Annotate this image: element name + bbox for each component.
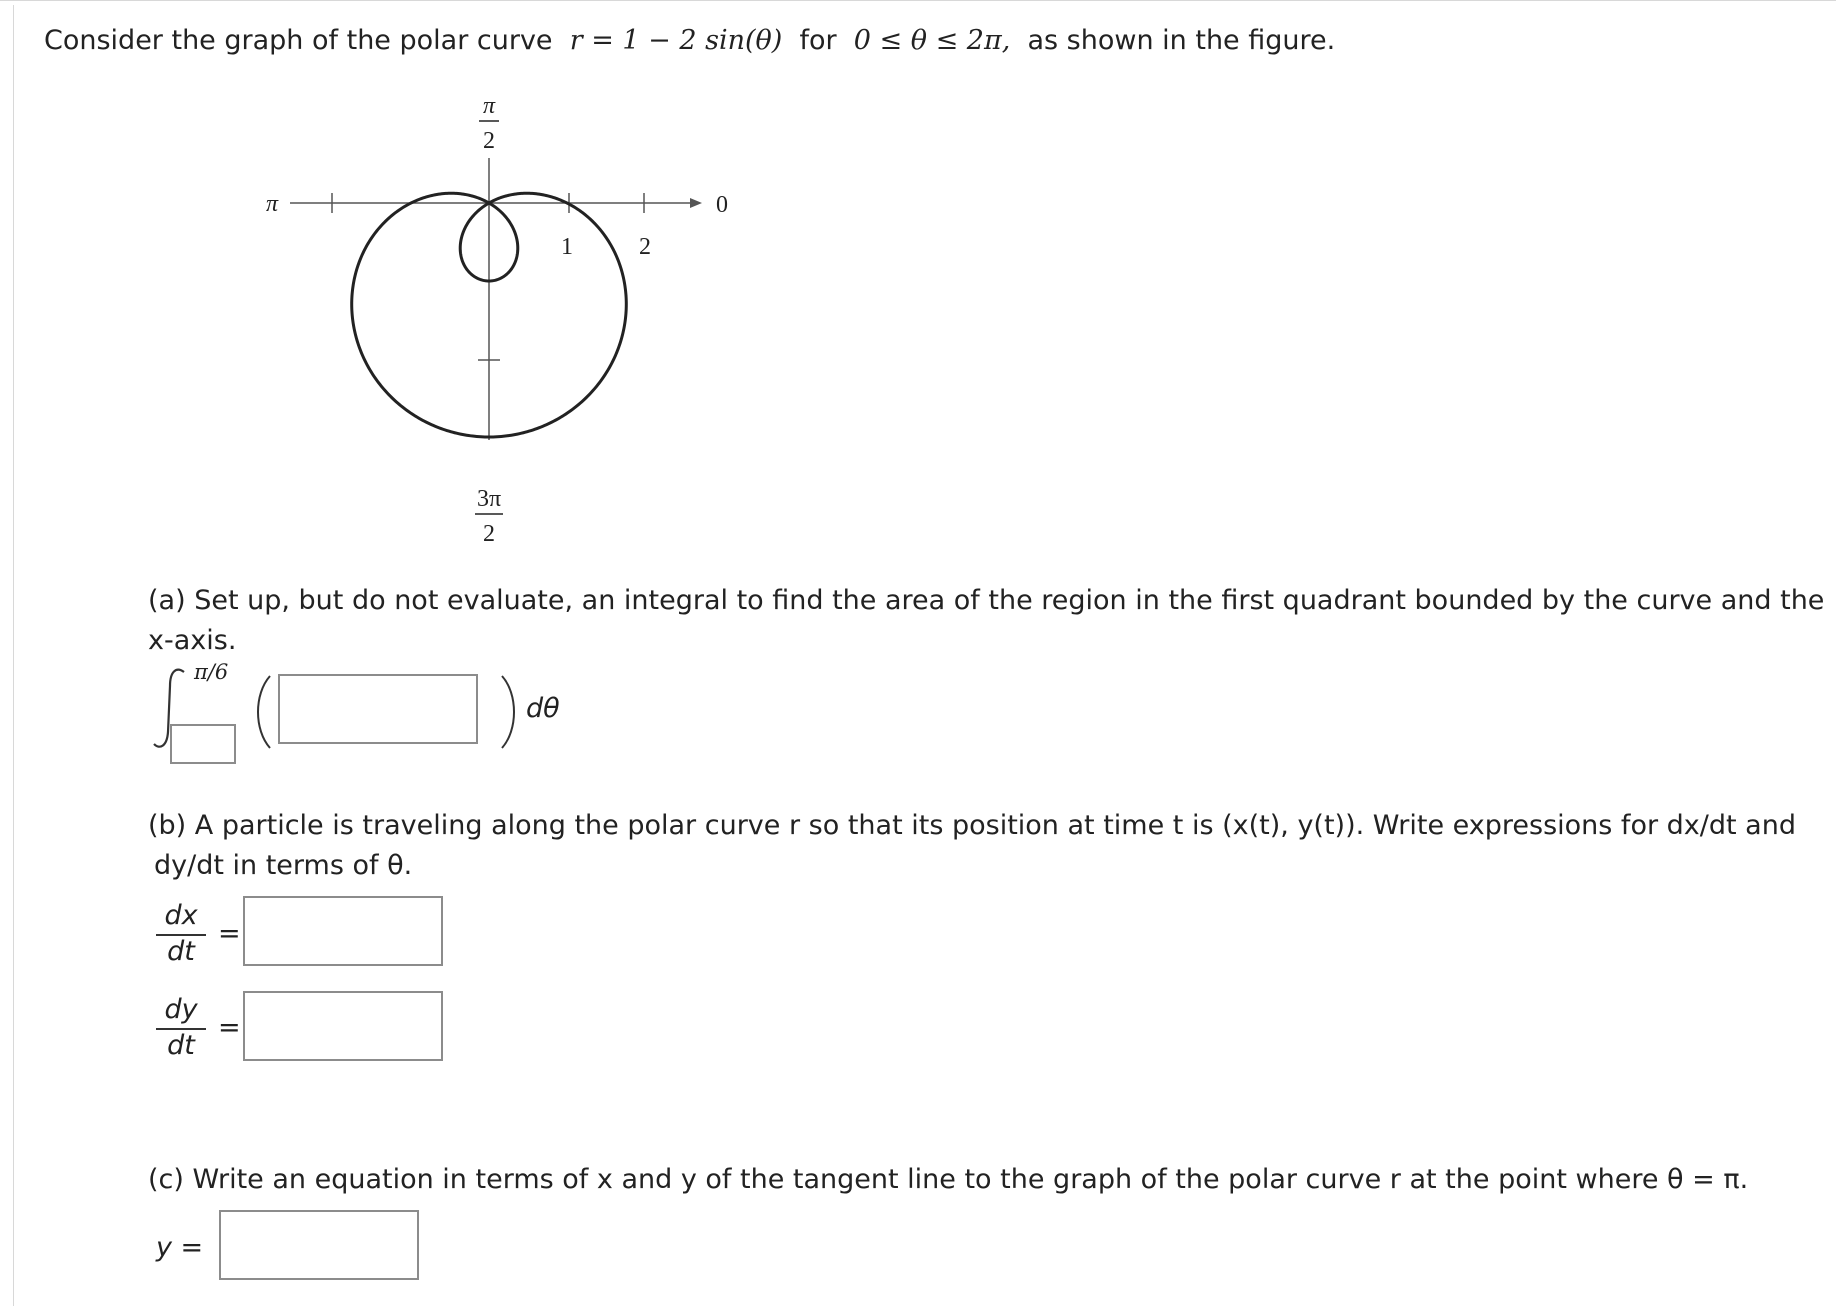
intro-for: for	[799, 25, 837, 56]
intro-range: 0 ≤ θ ≤ 2π,	[853, 25, 1011, 56]
label-two: 2	[639, 234, 651, 260]
integrand-input[interactable]	[278, 674, 478, 744]
part-b-question-line1: (b) A particle is traveling along the polar curve r so that its position at time t is (x(t), y(t)). Write expressions for dx/dt and	[148, 810, 1796, 841]
y-equals-label: y =	[156, 1232, 204, 1263]
tangent-line-input[interactable]	[219, 1210, 419, 1280]
label-pi-over-2-numerator: π	[482, 93, 496, 119]
dxdt-denominator: dt	[167, 936, 195, 967]
label-pi: π	[265, 191, 279, 217]
label-3pi-over-2-denominator: 2	[483, 521, 495, 547]
dxdt-numerator: dx	[164, 900, 198, 931]
part-c-question: (c) Write an equation in terms of x and y of the tangent line to the graph of the polar curve r at the point where θ = π.	[148, 1164, 1749, 1195]
intro-prefix: Consider the graph of the polar curve	[44, 25, 553, 56]
dydt-input[interactable]	[243, 991, 443, 1061]
dydt-equals: =	[218, 1012, 241, 1043]
intro-suffix: as shown in the figure.	[1027, 25, 1336, 56]
part-a-question-line2: x-axis.	[148, 625, 237, 656]
dxdt-equals: =	[218, 918, 241, 949]
right-paren	[498, 672, 522, 752]
dydt-numerator: dy	[164, 994, 198, 1025]
polar-curve-figure	[0, 0, 900, 560]
integral-lower-limit-input[interactable]	[170, 724, 236, 764]
dydt-denominator: dt	[167, 1030, 195, 1061]
polar-axis-arrow	[690, 198, 702, 208]
left-paren	[250, 672, 274, 752]
label-pi-over-2-denominator: 2	[483, 128, 495, 154]
integral-upper-limit: π/6	[194, 660, 229, 684]
dxdt-input[interactable]	[243, 896, 443, 966]
part-a-question-line1: (a) Set up, but do not evaluate, an integral to find the area of the region in the first quadrant bounded by the curve and the	[148, 585, 1825, 616]
label-3pi-over-2-numerator: 3π	[476, 486, 502, 512]
differential-dtheta: dθ	[526, 693, 560, 724]
intro-equation: r = 1 − 2 sin(θ)	[569, 25, 783, 56]
label-zero: 0	[716, 192, 728, 218]
part-b-question-line2: dy/dt in terms of θ.	[154, 850, 413, 881]
label-one: 1	[561, 234, 573, 260]
